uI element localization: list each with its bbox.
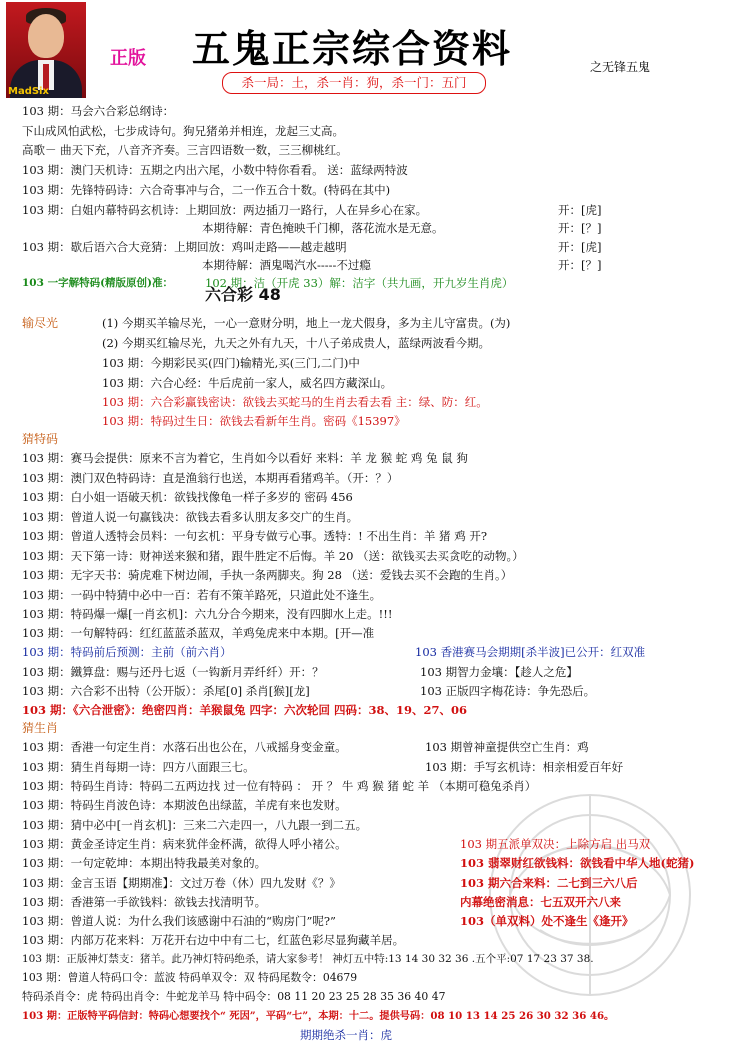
line-60: 期期绝杀一肖：虎 (300, 1028, 392, 1042)
line-43: 103 期：特码生肖波色诗：本期波色出绿蓝，羊虎有来也发财。 (22, 798, 347, 812)
line-31: 103 香港赛马会期期[杀半波]已公开：红双准 (415, 645, 646, 659)
kill-line: 杀一局：土，杀一肖：狗，杀一门：五门 (222, 72, 486, 94)
line-5: 103 期：先锋特码诗：六合奇事冲与合，二一作五合十数。(特码在其中) (22, 183, 391, 197)
line-6: 103 期：白姐内幕特码玄机诗：上期回放：两边插刀一路行，人在异乡心在家。 (22, 203, 428, 217)
line-36: 103 期：《六合泄密》：绝密四肖：羊猴鼠兔 四字：六次轮回 四码：38、19、27、06 (22, 703, 468, 717)
line-8: 103 期：歇后语六合大竞猜：上期回放：鸡叫走路——越走越明 (22, 240, 347, 254)
line-55: 103 期：内部万花来料：万花开右边中中有二七，红蓝色彩尽显狗藏羊居。 (22, 933, 405, 947)
line-1: 103 期：马会六合彩总纲诗： (22, 104, 175, 118)
line-11: 102 期：洁（开虎 33）解：洁字（共九画，开九岁生肖虎） (205, 276, 514, 290)
line-48: 103 翡翠财红欲钱料：欲钱看中华人地(蛇猪) (460, 856, 695, 870)
line-39: 103 期曾神童提供空亡生肖：鸡 (425, 740, 589, 754)
line-7-kai: 开：[？] (558, 221, 602, 235)
line-27: 103 期：一码中特猜中必中一百：若有不策羊路死，只道此处不逢生。 (22, 588, 382, 602)
line-45: 103 期：黄金圣诗定生肖：病来犹伴金杯满，欲得人呼小褚公。 (22, 837, 347, 851)
line-59: 103 期：正版特平码信封：特码心想要找个“ 死因”，平码“七”，本期：十二。提供号码：08 10 13 14 25 26 30 32 36 46。 (22, 1010, 615, 1022)
line-34: 103 期：六合彩不出特（公开版）：杀尾[0] 杀肖[猴][龙] (22, 684, 310, 698)
section-caishengxiao: 猜生肖 (22, 721, 59, 735)
line-21: 103 期：澳门双色特码诗：直是渔翁行也送，本期再看猪鸡羊。（开：？） (22, 471, 399, 485)
line-8-kai: 开：[虎] (558, 240, 602, 254)
line-41: 103 期：手写玄机诗：相亲相爱百年好 (425, 760, 624, 774)
line-4: 103 期：澳门天机诗：五期之内出六尾，小数中特你看看。 送：蓝绿两特波 (22, 163, 408, 177)
line-12: 六合彩 48 (205, 285, 281, 304)
section-caitema: 猜特码 (22, 432, 59, 446)
line-40: 103 期：猜生肖每期一诗：四方八面跟三七。 (22, 760, 255, 774)
line-16: 103 期：六合心经：牛后虎前一家人，威名四方藏深山。 (102, 376, 393, 390)
line-50: 103 期六合来料：二七到三六八后 (460, 876, 638, 890)
line-47: 103 期：一句定乾坤：本期出特我最美对象的。 (22, 856, 267, 870)
line-51: 103 期：香港第一手欲钱料：欲钱去找清明节。 (22, 895, 267, 909)
line-29: 103 期：一句解特码：红红蓝蓝杀蓝双，羊鸡兔虎来中本期。[开—准 (22, 626, 375, 640)
line-32: 103 期：鐵算盘：赐与还丹七返（一钩新月弄纤纤）开：？ (22, 665, 324, 679)
line-33: 103 期智力金壤：【趁人之危】 (420, 665, 578, 679)
line-24: 103 期：曾道人透特会员料：一句玄机：平身专做亏心事。透特：! 不出生肖：羊 猪 鸡 开? (22, 529, 488, 543)
line-25: 103 期：天下第一诗：财神送来猴和猪，跟牛胜定不后悔。羊 20 （送：欲钱买去买贪吃的动物。） (22, 549, 524, 563)
line-28: 103 期：特码爆一爆[一肖玄机]：六九分合今期来，没有四脚水上走。!!! (22, 607, 393, 621)
page-title: 五鬼正宗综合资料 (192, 26, 513, 71)
line-56: 103 期：正版神灯禁支：猪羊。此乃神灯特码绝杀，请大家参考！ 神灯五中特:13 14 30 32 36 .五个平:07 17 23 37 38. (22, 953, 594, 965)
section-shujinguang: 输尽光 (22, 316, 59, 330)
line-3: 高歌－ 曲天下充，八音齐齐奏。三言四语数一数，三三柳桃红。 (22, 143, 348, 157)
line-10: 103 一字解特码(精版原创)准： (22, 277, 174, 289)
line-46: 103 期五派单双决：上除方启 出马双 (460, 837, 651, 851)
line-38: 103 期：香港一句定生肖：水落石出也公在，八戒摇身变金童。 (22, 740, 347, 754)
line-52: 内幕绝密消息：七五双开六八来 (460, 895, 621, 909)
line-54: 103（单双料）处不逢生《逢开》 (460, 914, 634, 928)
line-44: 103 期：猜中必中[一肖玄机]：三来二六走四一，八九跟一到二五。 (22, 818, 368, 832)
line-6-kai: 开：[虎] (558, 203, 602, 217)
line-49: 103 期：金言玉语【期期准】：文过万卷（休）四九发财《？》 (22, 876, 341, 890)
line-30: 103 期：特码前后预测：主前（前六肖） (22, 645, 232, 659)
line-9: 本期待解：酒鬼喝汽水-----不过瘾 (202, 258, 371, 272)
line-17: 103 期：六合彩赢钱密诀：欲钱去买蛇马的生肖去看去看 主：绿、防：红。 (102, 395, 488, 409)
line-22: 103 期：白小姐一语破天机：欲钱找像龟一样子多岁的 密码 456 (22, 490, 353, 504)
line-57: 103 期：曾道人特码口令：蓝波 特码单双令：双 特码尾数令：04679 (22, 971, 358, 984)
line-7: 本期待解：青色掩映千门柳，落花流水是无意。 (202, 221, 444, 235)
line-35: 103 正版四字梅花诗：争先恐后。 (420, 684, 596, 698)
line-18: 103 期：特码过生日：欲钱去看新年生肖。密码《15397》 (102, 414, 406, 428)
author-photo (6, 2, 86, 98)
line-14: (2) 今期买红输尽光，九天之外有九天，十八子弟成贵人，蓝绿两波看今期。 (102, 336, 490, 350)
author-name: 之无锋五鬼 (590, 60, 651, 74)
line-9-kai: 开：[？] (558, 258, 602, 272)
line-13: (1) 今期买羊输尽光，一心一意财分明，地上一龙犬假身，多为主儿守富贵。(为) (102, 316, 511, 330)
line-53: 103 期：曾道人说：为什么我们该感谢中石油的“购房门”呢?” (22, 914, 336, 928)
line-58: 特码杀肖令：虎 特码出肖令：牛蛇龙羊马 特中码令：08 11 20 23 25 28 35 36 40 47 (22, 990, 446, 1003)
line-42: 103 期：特码生肖诗：特码二五两边找 过一位有特码 ： 开 ？ 牛 鸡 猴 猪 蛇 羊 （本期可稳兔杀肖） (22, 779, 537, 793)
line-26: 103 期：无字天书：骑虎难下树边闹，手执一条两脚夹。狗 28 （送：爱钱去买不会跑的生肖。） (22, 568, 513, 582)
zhengban-label: 正版 (110, 48, 146, 69)
line-2: 下山成风怕武松，七步成诗句。狗兄猪弟并相连，龙起三丈高。 (22, 124, 344, 138)
line-15: 103 期：今期彩民买(四门)输精光,买(三门,二门)中 (102, 356, 360, 370)
photo-watermark: MadSix (8, 86, 49, 97)
line-20: 103 期：赛马会提供：原来不言为着它，生肖如今以看好 来料：羊 龙 猴 蛇 鸡 兔 鼠 狗 (22, 451, 468, 465)
line-23: 103 期：曾道人说一句赢钱决：欲钱去看多认朋友多交广的生肖。 (22, 510, 359, 524)
